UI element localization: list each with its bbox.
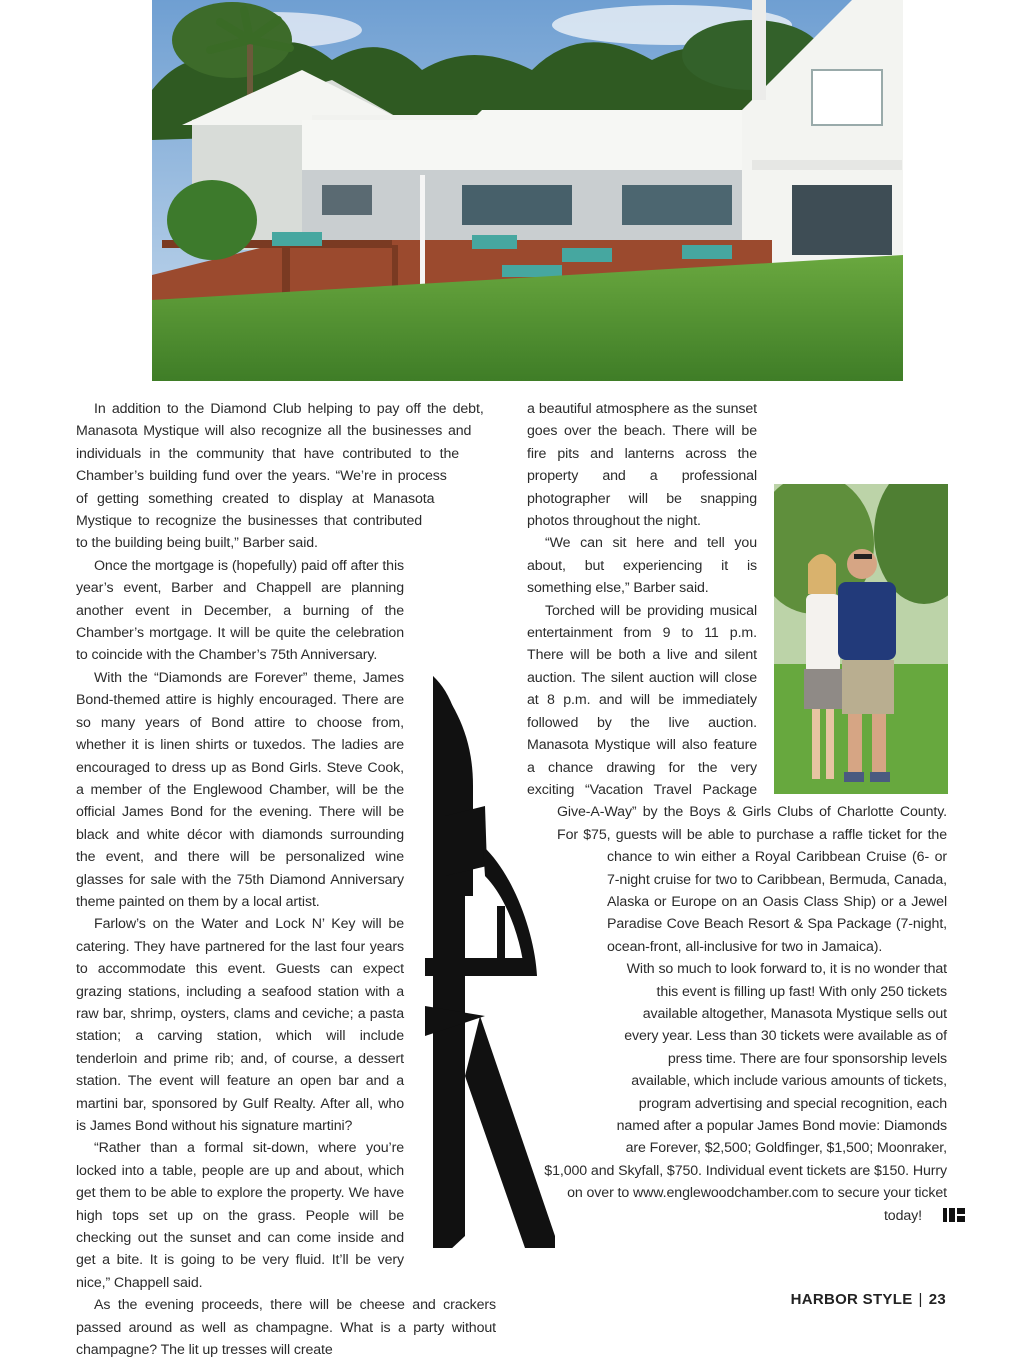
page-footer	[791, 1291, 946, 1308]
paragraph: Once the mortgage is (hopefully) paid off after this year’s event, Barber and Chappell are planning another event in December, a burning of the Chamber’s mortgage. It will be quite the celebration to coincide with the Chamber’s 75th Anniversary.	[76, 557, 404, 664]
paragraph: Farlow’s on the Water and Lock N’ Key will be catering. They have partnered for the last four years to accommodate this event. Guests can expect grazing stations, including a seafood station with a raw bar, shrimp, oysters, clams and ceviche; a pasta station; a carving station, which will include tenderloin and prime rib; and, of course, a dessert station. The event will feature an open bar and a martini bar, sponsored by Gulf Realty. After all, who is James Bond without his signature martini?	[76, 916, 404, 1134]
page-number: 23	[928, 1291, 946, 1308]
people-photo	[774, 484, 948, 794]
paragraph: a beautiful atmosphere as the sunset goes over the beach. There will be fire pits and lanterns across the property and a professional photographer will be snapping photos throughout the night.	[527, 401, 757, 530]
paragraph: Torched will be providing musical entertainment from 9 to 11 p.m. There will be both a live and silent auction. The silent auction will close at 8 p.m. and will be immediately followed by the live auction. Manasota Mystique will also feature a chance drawing for the very exciting “Vacation Travel Package Give-A-Way” by the Boys & Girls Clubs of Charlotte County. For $75, guests will be able to purchase a raffle ticket for the chance to win either a Royal Caribbean Cruise (6- or 7-night cruise for two to Caribbean, Bermuda, Canada, Alaska or Europe on an Oasis Class Ship) or a Jewel Paradise Cove Beach Resort & Spa Package (7-night, ocean-front, all-inclusive for two in Jamaica).	[527, 602, 947, 955]
paragraph: “Rather than a formal sit-down, where you’re locked into a table, people are up and about, which get them to be able to explore the property. We have high tops set up on the grass. People will be checking out the sunset and can come inside and get a bite. It is going to be very fluid. It’ll be very nice,” Chappell said.	[76, 1140, 404, 1291]
paragraph-text: With so much to look forward to, it is no wonder that this event is filling up fast! With only 250 tickets available altogether, Manasota Mystique sells out every year. Less than 30 tickets were available as of press time. There are four sponsorship levels available, which include various amounts of tickets, program advertising and special recognition, each named after a popular James Bond movie: Diamonds are Forever, $2,500; Goldfinger, $1,500; Moonraker, $1,000 and Skyfall, $750. Individual event tickets are $150. Hurry on over to www.englewoodchamber.com to secure your ticket today!	[544, 961, 947, 1224]
paragraph: “We can sit here and tell you about, but experiencing it is something else,” Barber said.	[527, 535, 757, 597]
paragraph: As the evening proceeds, there will be cheese and crackers passed around as well as champagne. What is a party without champagne? The lit up tresses will create	[76, 1297, 496, 1359]
decorative-number-graphic	[425, 676, 555, 1248]
publication-name: HARBOR STYLE	[790, 1291, 913, 1308]
venue-photo	[152, 0, 903, 381]
harbor-style-end-icon	[925, 1207, 947, 1221]
footer-separator: |	[918, 1291, 923, 1308]
paragraph: With the “Diamonds are Forever” theme, James Bond-themed attire is highly encouraged. There are so many years of Bond attire to choose from, whether it is linen shirts or tuxedos. The ladies are encouraged to dress up as Bond Girls. Steve Cook, a member of the Englewood Chamber, will be the official James Bond for the evening. There will be black and white décor with diamonds surrounding the event, and there will be personalized wine glasses for sale with the 75th Diamond Anniversary theme painted on them by a local artist.	[76, 669, 404, 910]
paragraph: In addition to the Diamond Club helping to pay off the debt, Manasota Mystique will also recognize all the businesses and individuals in the community that have contributed to the Chamber’s building fund over the years. “We’re in process of getting something created to display at Manasota Mystique to recognize the businesses that contributed to the building being built,” Barber said.	[76, 401, 484, 552]
